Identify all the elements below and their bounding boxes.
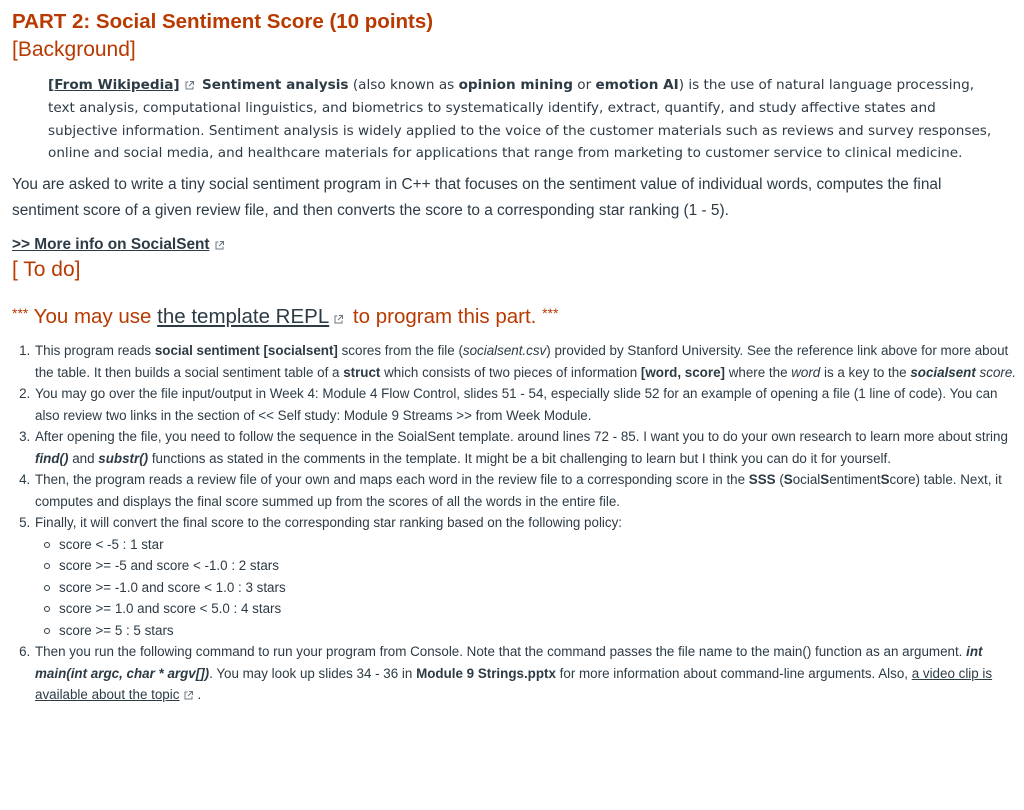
intro-paragraph: You are asked to write a tiny social sentiment program in C++ that focuses on the sentiment value of individual words, computes the final sentiment score of a given review file, and then converts the score to a corresponding star ranking (1 - 5). bbox=[12, 176, 942, 220]
step-text: which consists of two pieces of information bbox=[380, 364, 641, 380]
step-text: ) provided by Stanford University. See the reference link above for more about the table. It then builds a social sentiment table of a bbox=[35, 343, 1009, 380]
steps-list bbox=[12, 340, 1019, 706]
list-item bbox=[34, 641, 1019, 706]
term-opinion-mining: opinion mining bbox=[458, 77, 573, 93]
quote-text: (also known as bbox=[348, 77, 459, 93]
repl-text: to program this part. bbox=[347, 305, 543, 329]
policy-item: score >= -1.0 and score < 1.0 : 3 stars bbox=[59, 577, 1019, 599]
quote-text: or bbox=[572, 77, 596, 93]
step-bold: S bbox=[820, 472, 830, 488]
step-text: . bbox=[197, 687, 202, 703]
more-info-link[interactable]: >> More info on SocialSent bbox=[12, 236, 210, 254]
external-link-icon bbox=[334, 315, 343, 324]
external-link-icon bbox=[215, 241, 224, 250]
step-text: You may go over the file input/output in Week 4: Module 4 Flow Control, slides 51 - 54, especially slide 52 for an example of opening a file (1 line of code). You can also review two links in the section of << Self study: Module 9 Streams >> from Week Module. bbox=[35, 386, 998, 423]
step-text: is a key to the bbox=[820, 364, 911, 380]
step-bold-italic: socialsent bbox=[910, 364, 976, 380]
list-item bbox=[34, 512, 1019, 641]
list-item bbox=[34, 426, 1019, 469]
template-repl-link[interactable]: the template REPL bbox=[157, 305, 330, 329]
step-bold: SSS bbox=[748, 472, 776, 488]
step-bold: S bbox=[880, 472, 890, 488]
background-heading: [Background] bbox=[12, 38, 136, 61]
step-bold-italic: substr() bbox=[98, 450, 149, 466]
wikipedia-quote bbox=[48, 74, 998, 165]
step-text: core) table. Next, it computes and displays the final score summed up from the scores of all the words in the entire file. bbox=[35, 472, 1002, 509]
external-link-icon bbox=[185, 81, 194, 90]
step-text: ocial bbox=[792, 472, 821, 488]
step-italic: score. bbox=[975, 364, 1017, 380]
step-text: Then you run the following command to run your program from Console. Note that the command passes the file name to the main() function as an argument. bbox=[35, 644, 967, 660]
wikipedia-link[interactable]: [From Wikipedia] bbox=[48, 77, 180, 93]
step-bold: Module 9 Strings.pptx bbox=[416, 665, 556, 681]
step-text: ( bbox=[775, 472, 784, 488]
step-text: Then, the program reads a review file of your own and maps each word in the review file to a corresponding score in the bbox=[35, 472, 749, 488]
step-text: Finally, it will convert the final score to the corresponding star ranking based on the following policy: bbox=[35, 515, 623, 531]
step-text: for more information about command-line arguments. Also, bbox=[555, 665, 912, 681]
policy-item: score >= -5 and score < -1.0 : 2 stars bbox=[59, 555, 1019, 577]
step-bold-italic: find() bbox=[35, 450, 69, 466]
repl-text: You may use bbox=[28, 305, 158, 329]
more-info bbox=[12, 234, 1012, 256]
list-item bbox=[34, 469, 1019, 512]
page-title: PART 2: Social Sentiment Score (10 points) bbox=[12, 10, 434, 33]
policy-item: score >= 5 : 5 stars bbox=[59, 620, 1019, 642]
step-italic: word bbox=[791, 364, 821, 380]
quote-text: ) is the use of natural language processing, text analysis, computational linguistics, and biometrics to systematically identify, extract, quantify, and study affective states and subjective information. Sentiment analysis is widely applied to the voice of the customer materials such as reviews and survey responses, online and social media, and healthcare materials for applications that range from marketing to customer service to clinical medicine. bbox=[48, 77, 992, 162]
step-bold: [word, score] bbox=[640, 364, 725, 380]
step-bold: struct bbox=[343, 364, 381, 380]
external-link-icon bbox=[184, 691, 193, 700]
video-clip-link[interactable]: a video clip is available about the topic bbox=[35, 665, 993, 703]
step-text: scores from the file ( bbox=[337, 343, 463, 359]
main-signature: int main(int argc, char * argv[]) bbox=[35, 644, 983, 681]
repl-note bbox=[12, 297, 1012, 333]
step-text: After opening the file, you need to follow the sequence in the SoialSent template. around lines 72 - 85. I want you to do your own research to learn more about string bbox=[35, 429, 1008, 445]
step-text: where the bbox=[724, 364, 792, 380]
policy-item: score >= 1.0 and score < 5.0 : 4 stars bbox=[59, 598, 1019, 620]
filename: socialsent.csv bbox=[462, 343, 547, 359]
todo-heading: [ To do] bbox=[12, 258, 81, 282]
step-text: . You may look up slides 34 - 36 in bbox=[209, 665, 417, 681]
step-text: functions as stated in the comments in the template. It might be a bit challenging to learn but I think you can do it for yourself. bbox=[148, 450, 891, 466]
step-text: This program reads bbox=[35, 343, 155, 359]
star-policy-list bbox=[35, 534, 1019, 642]
term-sentiment-analysis: Sentiment analysis bbox=[201, 77, 349, 93]
step-bold: S bbox=[783, 472, 793, 488]
term-emotion-ai: emotion AI bbox=[595, 77, 679, 93]
asterisks: *** bbox=[12, 305, 29, 322]
step-text: and bbox=[68, 450, 99, 466]
asterisks: *** bbox=[542, 305, 559, 322]
step-text: entiment bbox=[829, 472, 881, 488]
list-item bbox=[34, 340, 1019, 383]
step-bold: social sentiment [socialsent] bbox=[154, 343, 338, 359]
list-item bbox=[34, 383, 1019, 426]
policy-item: score < -5 : 1 star bbox=[59, 534, 1019, 556]
